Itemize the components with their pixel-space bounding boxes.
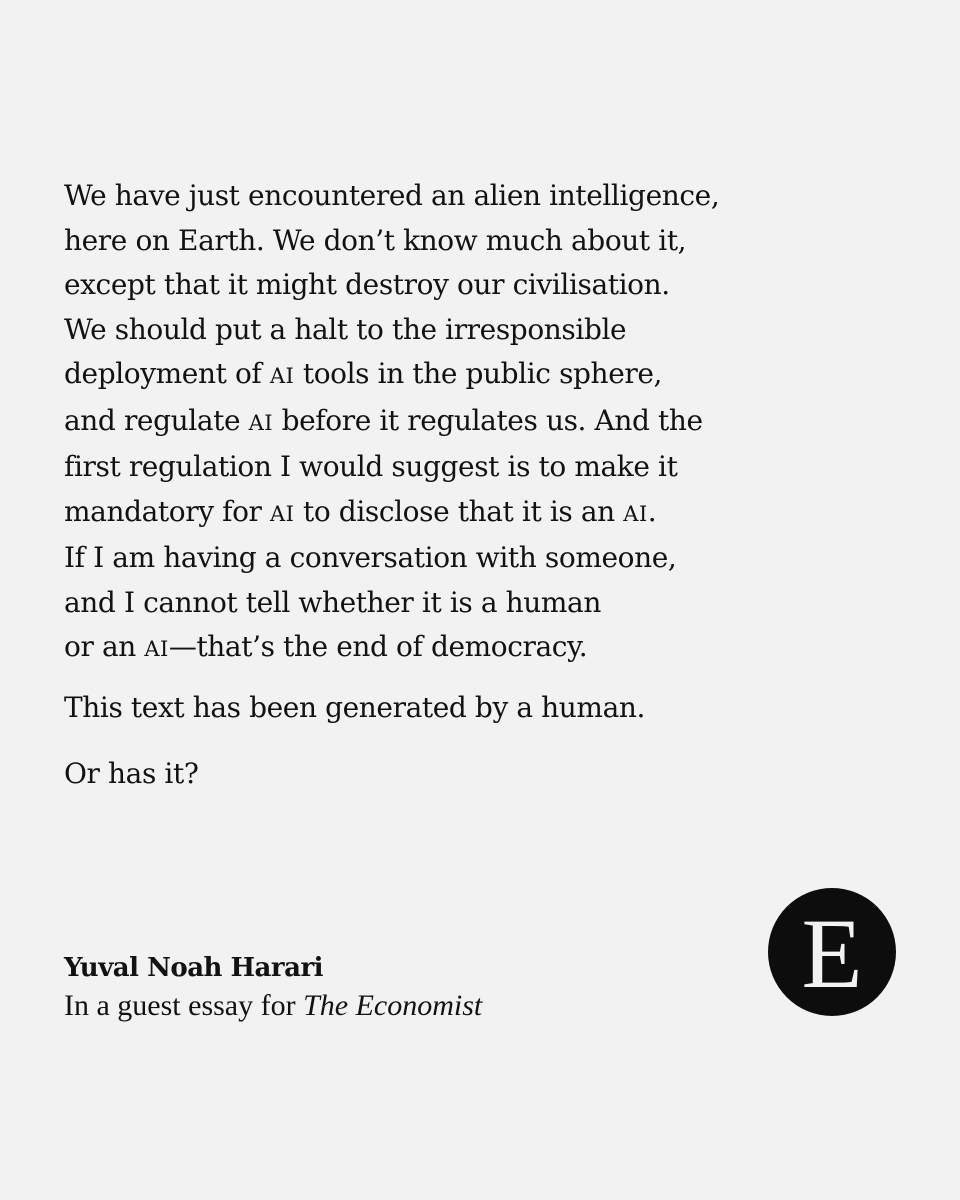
- quote-line: or an AI—that’s the end of democracy.: [64, 630, 588, 663]
- quote-line: We have just encountered an alien intelligence,: [64, 179, 720, 212]
- small-caps-ai: AI: [269, 364, 295, 388]
- quote-line: and regulate AI before it regulates us. And the: [64, 403, 703, 437]
- quote-block: [64, 174, 784, 672]
- followup-statement: This text has been generated by a human.: [64, 691, 645, 724]
- quote-line: and I cannot tell whether it is a human: [64, 585, 601, 619]
- author-name: Yuval Noah Harari: [64, 953, 324, 983]
- credit-line: [64, 986, 482, 1026]
- publication-name: The Economist: [303, 989, 483, 1022]
- economist-logo-icon: [768, 888, 896, 1016]
- small-caps-ai: AI: [144, 637, 169, 661]
- followup-question: Or has it?: [64, 757, 199, 790]
- small-caps-ai: AI: [270, 501, 295, 526]
- logo-letter: E: [801, 898, 863, 1009]
- byline: [64, 950, 482, 1026]
- quote-line: here on Earth. We don’t know much about it,: [64, 223, 687, 257]
- quote-line: except that it might destroy our civilisation.: [64, 268, 670, 301]
- small-caps-ai: AI: [248, 410, 274, 435]
- quote-line: mandatory for AI to disclose that it is an AI.: [64, 494, 657, 528]
- credit-prefix: In a guest essay for: [64, 989, 304, 1022]
- quote-line: We should put a halt to the irresponsible: [64, 312, 627, 346]
- quote-line: If I am having a conversation with someone,: [64, 541, 677, 574]
- quote-line: deployment of AI tools in the public sphere,: [64, 357, 663, 390]
- quote-line: first regulation I would suggest is to make it: [64, 450, 678, 483]
- small-caps-ai: AI: [623, 501, 648, 526]
